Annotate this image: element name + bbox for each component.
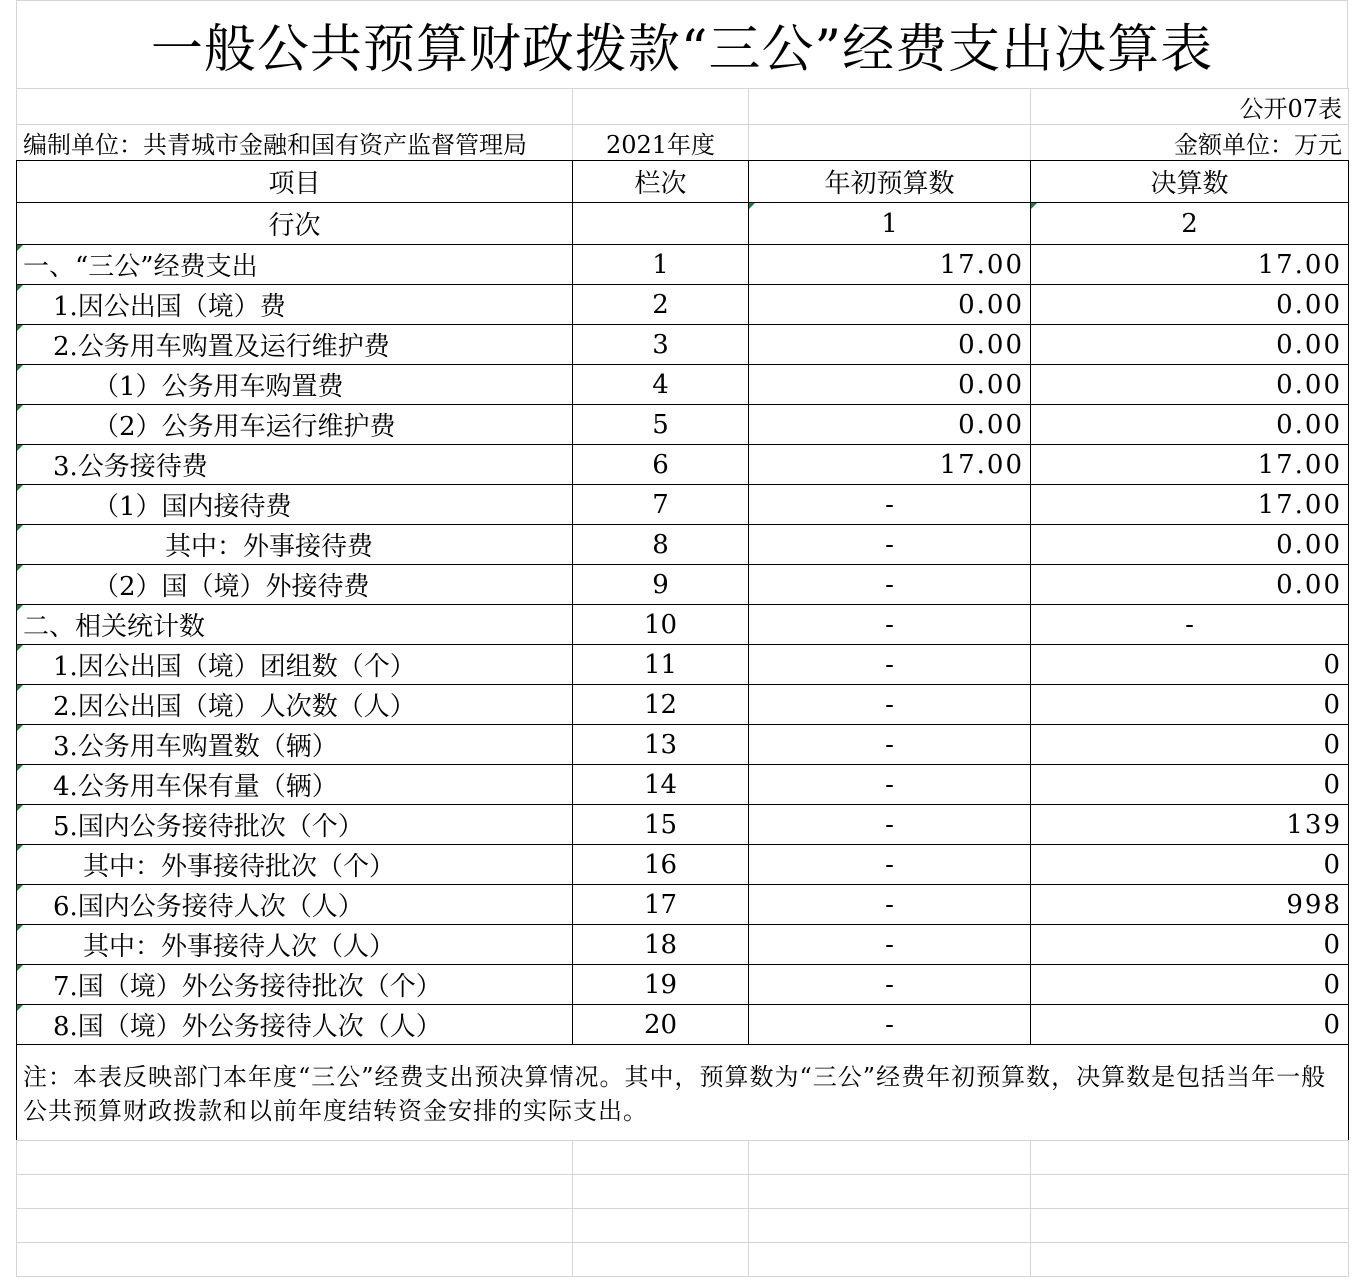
- meta-cell[interactable]: [749, 89, 1031, 125]
- row-label[interactable]: 3.公务用车购置数（辆）: [17, 725, 573, 765]
- table-row: [17, 645, 1349, 685]
- table-note[interactable]: 注：本表反映部门本年度“三公”经费支出预决算情况。其中，预算数为“三公”经费年初预算数，决算数是包括当年一般公共预算财政拨款和以前年度结转资金安排的实际支出。: [17, 1044, 1349, 1140]
- row-label[interactable]: 其中：外事接待人次（人）: [17, 925, 573, 965]
- row-number[interactable]: 8: [573, 525, 749, 565]
- row-number[interactable]: 2: [573, 285, 749, 325]
- row-label[interactable]: 2.因公出国（境）人次数（人）: [17, 685, 573, 725]
- row-number[interactable]: 1: [573, 245, 749, 285]
- table-body: [17, 245, 1349, 1045]
- table-row: [17, 485, 1349, 525]
- blank-rows: [16, 1140, 1349, 1277]
- row-budget[interactable]: -: [749, 605, 1031, 645]
- header-budget[interactable]: 年初预算数: [749, 161, 1031, 203]
- row-budget[interactable]: -: [749, 1005, 1031, 1045]
- row-label[interactable]: 其中：外事接待批次（个）: [17, 845, 573, 885]
- row-final[interactable]: 0: [1031, 965, 1349, 1005]
- table-row: [17, 605, 1349, 645]
- table-row: [17, 685, 1349, 725]
- header-final-col[interactable]: 2: [1031, 203, 1349, 245]
- row-budget[interactable]: -: [749, 685, 1031, 725]
- header-column-no[interactable]: 栏次: [573, 161, 749, 203]
- row-budget[interactable]: 0.00: [749, 325, 1031, 365]
- spreadsheet: [16, 0, 1348, 1277]
- blank-cell[interactable]: [17, 1140, 573, 1174]
- row-label[interactable]: 一、“三公”经费支出: [17, 245, 573, 285]
- table-row: [17, 845, 1349, 885]
- table-row: [17, 725, 1349, 765]
- blank-cell[interactable]: [17, 1208, 573, 1242]
- table-row: [17, 245, 1349, 285]
- meta-cell[interactable]: [17, 89, 573, 125]
- row-final[interactable]: 139: [1031, 805, 1349, 845]
- row-final[interactable]: 0.00: [1031, 285, 1349, 325]
- row-budget[interactable]: -: [749, 525, 1031, 565]
- blank-cell[interactable]: [573, 1242, 749, 1276]
- row-number[interactable]: 18: [573, 925, 749, 965]
- row-label[interactable]: 其中：外事接待费: [17, 525, 573, 565]
- row-label[interactable]: 6.国内公务接待人次（人）: [17, 885, 573, 925]
- table-row: [17, 405, 1349, 445]
- row-number[interactable]: 10: [573, 605, 749, 645]
- row-label[interactable]: 2.公务用车购置及运行维护费: [17, 325, 573, 365]
- row-final[interactable]: 0.00: [1031, 365, 1349, 405]
- row-final[interactable]: 0: [1031, 1005, 1349, 1045]
- row-number[interactable]: 3: [573, 325, 749, 365]
- table-code[interactable]: 公开07表: [1031, 89, 1349, 125]
- blank-cell[interactable]: [749, 1140, 1031, 1174]
- table-row: [17, 325, 1349, 365]
- table-row: [17, 445, 1349, 485]
- table-row: [17, 1005, 1349, 1045]
- meta-cell[interactable]: [573, 89, 749, 125]
- row-label[interactable]: （2）公务用车运行维护费: [17, 405, 573, 445]
- table-row: [17, 885, 1349, 925]
- blank-cell[interactable]: [749, 1242, 1031, 1276]
- blank-cell[interactable]: [573, 1174, 749, 1208]
- blank-cell[interactable]: [1031, 1208, 1349, 1242]
- table-row: [17, 805, 1349, 845]
- row-final[interactable]: 17.00: [1031, 245, 1349, 285]
- blank-cell[interactable]: [1031, 1174, 1349, 1208]
- row-final[interactable]: 0.00: [1031, 565, 1349, 605]
- row-number[interactable]: 4: [573, 365, 749, 405]
- blank-cell[interactable]: [573, 1208, 749, 1242]
- table-row: [17, 285, 1349, 325]
- row-final[interactable]: -: [1031, 605, 1349, 645]
- fiscal-year[interactable]: 2021年度: [573, 125, 749, 161]
- row-number[interactable]: 17: [573, 885, 749, 925]
- row-final[interactable]: 0: [1031, 685, 1349, 725]
- row-budget[interactable]: -: [749, 845, 1031, 885]
- row-label[interactable]: 二、相关统计数: [17, 605, 573, 645]
- header-item[interactable]: 项目: [17, 161, 573, 203]
- row-final[interactable]: 0.00: [1031, 325, 1349, 365]
- row-budget[interactable]: -: [749, 765, 1031, 805]
- table-row: [17, 925, 1349, 965]
- row-number[interactable]: 19: [573, 965, 749, 1005]
- row-number[interactable]: 9: [573, 565, 749, 605]
- row-budget[interactable]: -: [749, 645, 1031, 685]
- row-budget[interactable]: 0.00: [749, 365, 1031, 405]
- table-row: [17, 565, 1349, 605]
- table-row: [17, 365, 1349, 405]
- row-number[interactable]: 5: [573, 405, 749, 445]
- row-budget[interactable]: -: [749, 485, 1031, 525]
- row-number[interactable]: 14: [573, 765, 749, 805]
- row-budget[interactable]: -: [749, 805, 1031, 845]
- row-label[interactable]: 1.因公出国（境）费: [17, 285, 573, 325]
- row-label[interactable]: 5.国内公务接待批次（个）: [17, 805, 573, 845]
- row-number[interactable]: 7: [573, 485, 749, 525]
- row-number[interactable]: 13: [573, 725, 749, 765]
- row-budget[interactable]: -: [749, 885, 1031, 925]
- header-final[interactable]: 决算数: [1031, 161, 1349, 203]
- row-budget[interactable]: -: [749, 965, 1031, 1005]
- row-label[interactable]: （1）国内接待费: [17, 485, 573, 525]
- row-budget[interactable]: 0.00: [749, 285, 1031, 325]
- blank-cell[interactable]: [17, 1242, 573, 1276]
- row-number[interactable]: 20: [573, 1005, 749, 1045]
- row-label[interactable]: （1）公务用车购置费: [17, 365, 573, 405]
- row-budget[interactable]: -: [749, 725, 1031, 765]
- blank-cell[interactable]: [749, 1208, 1031, 1242]
- row-budget[interactable]: -: [749, 565, 1031, 605]
- row-budget[interactable]: -: [749, 925, 1031, 965]
- row-number[interactable]: 11: [573, 645, 749, 685]
- blank-cell[interactable]: [573, 1140, 749, 1174]
- blank-cell[interactable]: [1031, 1140, 1349, 1174]
- row-label[interactable]: （2）国（境）外接待费: [17, 565, 573, 605]
- sheet-title[interactable]: 一般公共预算财政拨款“三公”经费支出决算表: [16, 0, 1348, 88]
- row-final[interactable]: 0: [1031, 845, 1349, 885]
- row-budget[interactable]: 17.00: [749, 245, 1031, 285]
- blank-cell[interactable]: [17, 1174, 573, 1208]
- row-final[interactable]: 998: [1031, 885, 1349, 925]
- expense-table: [16, 160, 1349, 1045]
- table-row: [17, 965, 1349, 1005]
- note-table: [16, 1044, 1349, 1141]
- row-final[interactable]: 0: [1031, 645, 1349, 685]
- row-number[interactable]: 12: [573, 685, 749, 725]
- row-label[interactable]: 1.因公出国（境）团组数（个）: [17, 645, 573, 685]
- table-row: [17, 525, 1349, 565]
- row-final[interactable]: 0: [1031, 925, 1349, 965]
- table-row: [17, 765, 1349, 805]
- header-row-no[interactable]: 行次: [17, 203, 573, 245]
- row-final[interactable]: 0.00: [1031, 405, 1349, 445]
- row-label[interactable]: 8.国（境）外公务接待人次（人）: [17, 1005, 573, 1045]
- row-number[interactable]: 6: [573, 445, 749, 485]
- row-final[interactable]: 0: [1031, 725, 1349, 765]
- header-empty[interactable]: [573, 203, 749, 245]
- row-label[interactable]: 7.国（境）外公务接待批次（个）: [17, 965, 573, 1005]
- row-final[interactable]: 17.00: [1031, 445, 1349, 485]
- row-budget[interactable]: 17.00: [749, 445, 1031, 485]
- row-label[interactable]: 4.公务用车保有量（辆）: [17, 765, 573, 805]
- row-number[interactable]: 16: [573, 845, 749, 885]
- row-number[interactable]: 15: [573, 805, 749, 845]
- row-final[interactable]: 0: [1031, 765, 1349, 805]
- meta-cell[interactable]: [749, 125, 1031, 161]
- row-final[interactable]: 17.00: [1031, 485, 1349, 525]
- row-label[interactable]: 3.公务接待费: [17, 445, 573, 485]
- blank-cell[interactable]: [1031, 1242, 1349, 1276]
- meta-table: [16, 88, 1349, 160]
- amount-unit[interactable]: 金额单位：万元: [1031, 125, 1349, 161]
- row-final[interactable]: 0.00: [1031, 525, 1349, 565]
- row-budget[interactable]: 0.00: [749, 405, 1031, 445]
- compiling-unit[interactable]: 编制单位：共青城市金融和国有资产监督管理局: [17, 125, 573, 161]
- blank-cell[interactable]: [749, 1174, 1031, 1208]
- header-budget-col[interactable]: 1: [749, 203, 1031, 245]
